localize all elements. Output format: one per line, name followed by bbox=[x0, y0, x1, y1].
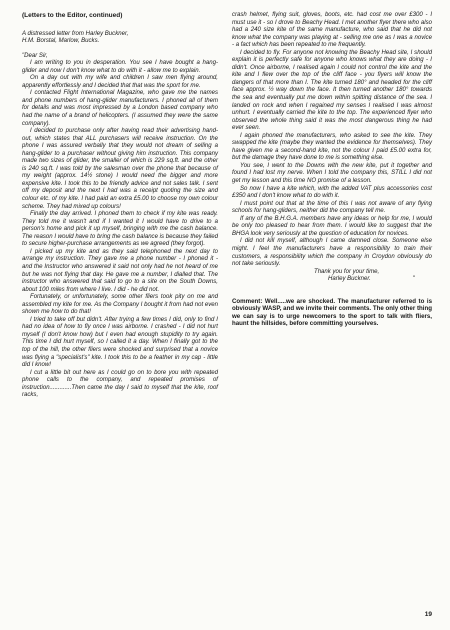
paragraph: I am writing to you in desperation. You see I have bought a hang-glider and now I don't know what to do with it - allow me to explain. bbox=[22, 60, 218, 74]
paragraph: Fortunately, or unfortunately, some other fliers took pity on me and assembled my kite for me. As the Company I bought it from had not even shown me how to do that! bbox=[22, 294, 218, 316]
paragraph: I picked up my kite and as they said telephoned the next day to arrange my instruction. They gave me a phone number - I phoned it - and the Instructor who answered it said not only had he not heard of me but he was not flying that day. He gave me a number, I dialled that. The instructor who answered that said to go to a site on the South Downs, about 100 miles from where I live. I did - he did not. bbox=[22, 248, 218, 293]
paragraph: I must point out that at the time of this I was not aware of any flying schools for hang-gliders, neither did the company tell me. bbox=[232, 200, 432, 215]
signature-name: Harley Buckner. bbox=[328, 276, 371, 283]
from-line-2: H.M. Borstal, Marlow, Bucks. bbox=[22, 38, 100, 45]
from-line-1: A distressed letter from Harley Buckner, bbox=[22, 30, 129, 37]
paragraph: I decided to purchase only after having read their advertising hand-out, which states that ALL purchasers will receive instruction. On the phone I was assured verbally that they would not dream of selling a hang-glider to a purchaser without giving him instruction. This company made two sizes of glider, the smaller of which is 229 sq.ft. and the other is 240 sq.ft. I was told by the salesman over the phone that because of my weight (approx. 14½ stone) I would need the bigger and more expensive kite. I took this to be friendly advice and not sales talk. I sent off my deposit and the next I had was a receipt quoting the size and colour etc. of my kite. I had paid an extra £5.00 to choose my own colour scheme. They had mixed up colours! bbox=[22, 128, 218, 210]
signature bbox=[232, 276, 432, 284]
paragraph: I did not kill myself, although I came damned close. Someone else might. I feel the manufacturers have a responsibility to train their customers, a responsibility which the company in Croydon obviously do not take seriously. bbox=[232, 238, 432, 268]
editor-comment: Comment: Well.....we are shocked. The manufacturer referred to is obviously WASP, and we invite their comments. The only other thing we can say is to urge newcomers to the sport to talk with fliers, haunt the hillsides, before committing yourselves. bbox=[232, 297, 432, 328]
closing-quote: " bbox=[412, 276, 415, 283]
paragraph: Finally the day arrived. I phoned them to check if my kite was ready. They told me it wasn't and if I wanted it I would have to drive to a person's home and pick it up myself, bringing with me the cash balance. The reason I would have to bring the cash balance is because they failed to secure higher-purchase arrangements as we agreed (they forgot). bbox=[22, 211, 218, 248]
paragraph: crash helmet, flying suit, gloves, boots, etc. had cost me over £300 - I must use it - so I drove to Beachy Head. I met another flyer there who also had a 240 size kite of the same manufacture, who said that he did not know what the company was playing at - selling me one as I was a novice - a fact which has been repeated to me frequently. bbox=[232, 12, 432, 49]
signoff: Thank you for your time, bbox=[314, 268, 380, 275]
paragraph: I tried to take off but didn't. After trying a few times I did, only to find I had no idea of how to fly once I was airborne. I crashed - I did not hurt myself (I don't know how) but I even had enough stupidity to try again. This time I did hurt myself, so I called it a day. When I finally got to the top of the hill, the other fliers were shocked and surprised that a novice was flying a "specialist's" kite. I took this to be a feather in my cap - little did I know! bbox=[22, 316, 218, 369]
paragraph: If any of the B.H.G.A. members have any ideas or help for me, I would be only too pleased to hear from them. I would like to suggest that the BHGA look very seriously at the question of education for novices. bbox=[232, 215, 432, 237]
paragraph: On a day out with my wife and children I saw men flying around, apparently effortlessly and I decided that that was the sport for me. bbox=[22, 75, 218, 89]
paragraph: So now I have a kite which, with the added VAT plus accessories cost £350 and I don't know what to do with it. bbox=[232, 185, 432, 200]
paragraph: I cut a little bit out here as I could go on to bore you with repeated phone calls to the company, and repeated promises of instruction.............Then came the day I said to myself that the kite, roof racks, bbox=[22, 369, 218, 399]
paragraph: I contacted Flight International Magazine, who gave me the names and phone numbers of hang-glider manufacturers. I phoned all of them for details and was most impressed by a London based company who had the name of a brand of helicopters. (I assumed they were the same company). bbox=[22, 90, 218, 127]
salutation: "Dear Sir, bbox=[22, 52, 48, 59]
section-heading: (Letters to the Editor, continued) bbox=[22, 12, 123, 19]
page-number: 19 bbox=[424, 611, 432, 618]
left-column bbox=[22, 12, 218, 400]
right-column bbox=[232, 12, 432, 328]
paragraph: You see, I went to the Downs with the new kite, put it together and found I had lost my nerve. When I told the company this, STILL I did not get my lesson and this time NO promise of a lesson. bbox=[232, 162, 432, 185]
paragraph: I again phoned the manufacturers, who asked to see the kite. They swapped the kite (maybe they wanted the evidence for themselves). They have given me a second-hand kite, not the colour I paid £5.00 extra for, but the damage they have done to me is something else. bbox=[232, 132, 432, 162]
letter-from bbox=[22, 31, 218, 46]
paragraph: I decided to fly. For anyone not knowing the Beachy Head site, I should explain it is perfectly safe for anyone who knows what they are doing - I didn't. Once airborne, I realised again I could not control the kite and the kite and I flew over the top of the cliff face - you flyers will know the dangers of that more than I. The kite turned 180° and headed for the cliff face approx. ½ way down the face. It then turned another 180° towards the sea and eventually put me down within spitting distance of the sea. I landed on rock and when I regained my senses I realised I was almost unhurt. I eventually carried the kite to the top. The experienced flyer who observed the whole thing said it was the most dangerous thing he had ever seen. bbox=[232, 49, 432, 132]
